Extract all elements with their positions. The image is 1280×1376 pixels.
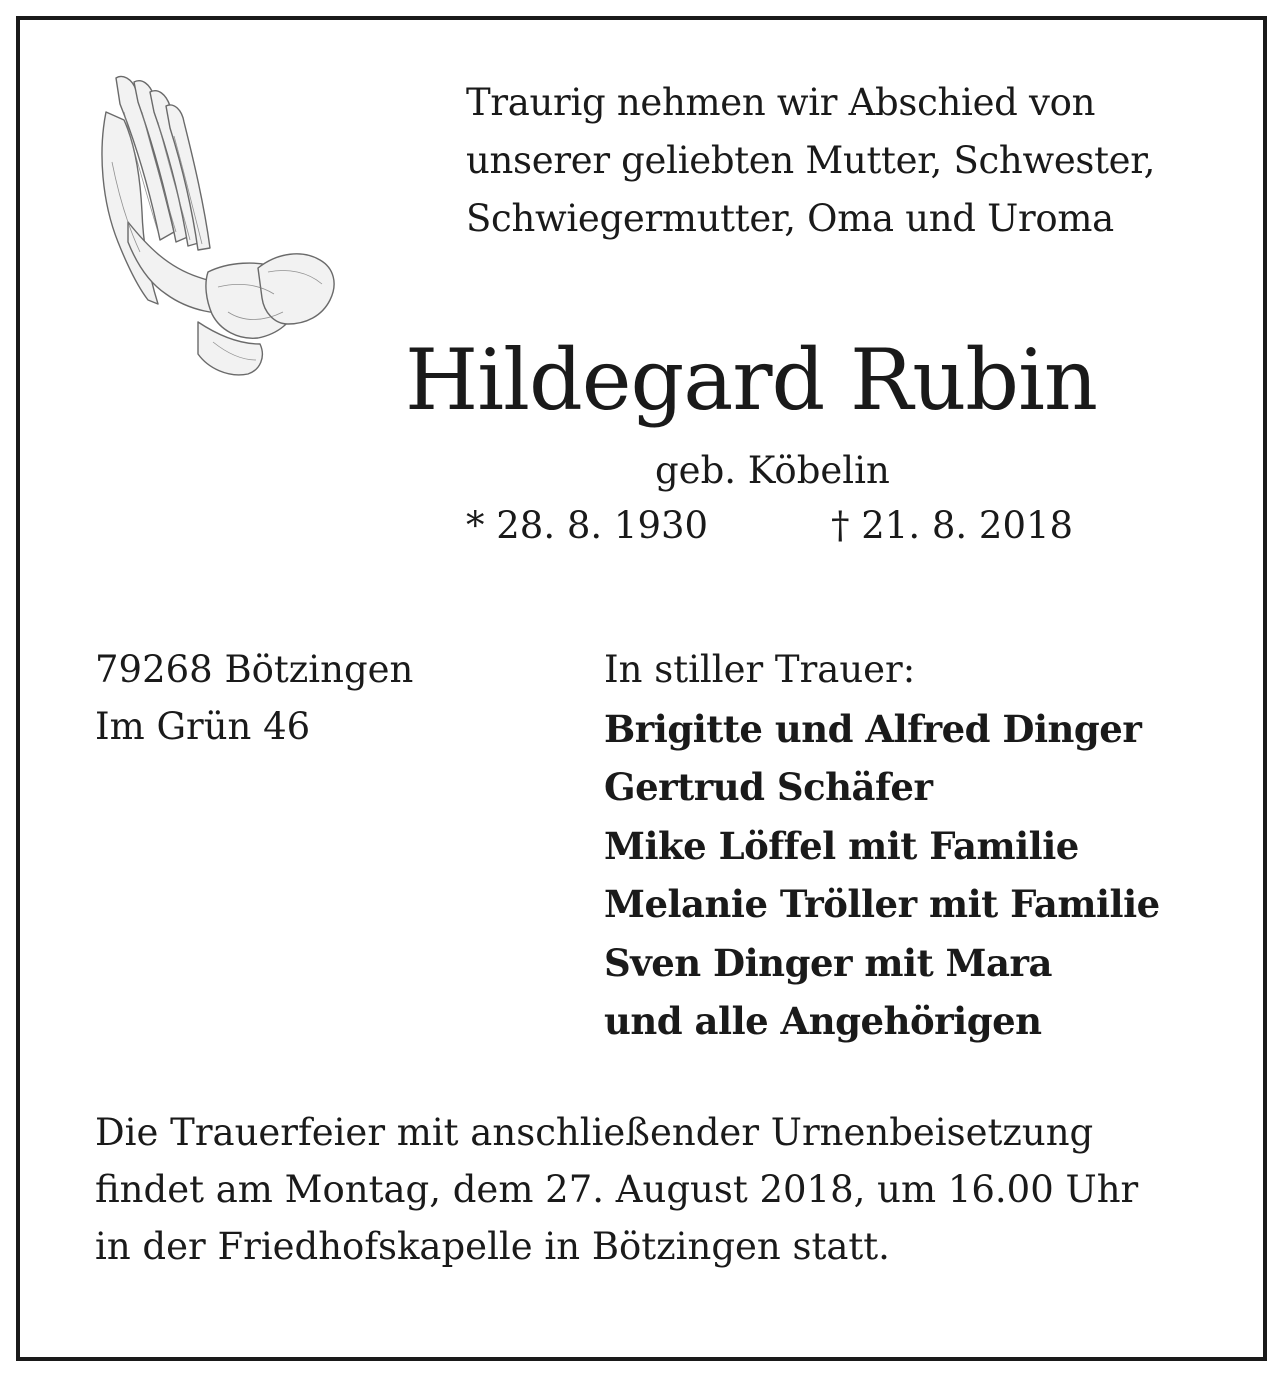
intro-line: Traurig nehmen wir Abschied von [466,81,1096,124]
address-line: 79268 Bötzingen [95,648,414,691]
ceremony-line: findet am Montag, dem 27. August 2018, um 16.00 Uhr [95,1168,1139,1211]
ceremony-info [95,1104,1215,1275]
mourner-name: Sven Dinger mit Mara [604,940,1052,985]
mourner-name: Melanie Tröller mit Familie [604,882,1160,926]
birth-date: * 28. 8. 1930 [466,504,709,547]
address [95,641,413,755]
mourner-name: Brigitte und Alfred Dinger [604,706,1142,751]
address-line: Im Grün 46 [95,705,311,748]
intro-text [466,74,1226,248]
mourners-heading: In stiller Trauer: [604,648,916,691]
intro-line: unserer geliebten Mutter, Schwester, [466,139,1156,182]
mourners-list [604,641,1160,1051]
praying-hands-icon [88,72,338,377]
mourner-name: Mike Löffel mit Familie [604,823,1079,868]
deceased-name: Hildegard Rubin [405,331,1098,429]
ceremony-line: Die Trauerfeier mit anschließender Urnenbeisetzung [95,1111,1094,1154]
birth-name: geb. Köbelin [655,449,890,492]
ceremony-line: in der Friedhofskapelle in Bötzingen statt. [95,1225,890,1268]
intro-line: Schwiegermutter, Oma und Uroma [466,197,1114,240]
death-date: † 21. 8. 2018 [831,504,1074,547]
mourner-name: Gertrud Schäfer [604,765,933,809]
mourner-name: und alle Angehörigen [604,999,1042,1043]
